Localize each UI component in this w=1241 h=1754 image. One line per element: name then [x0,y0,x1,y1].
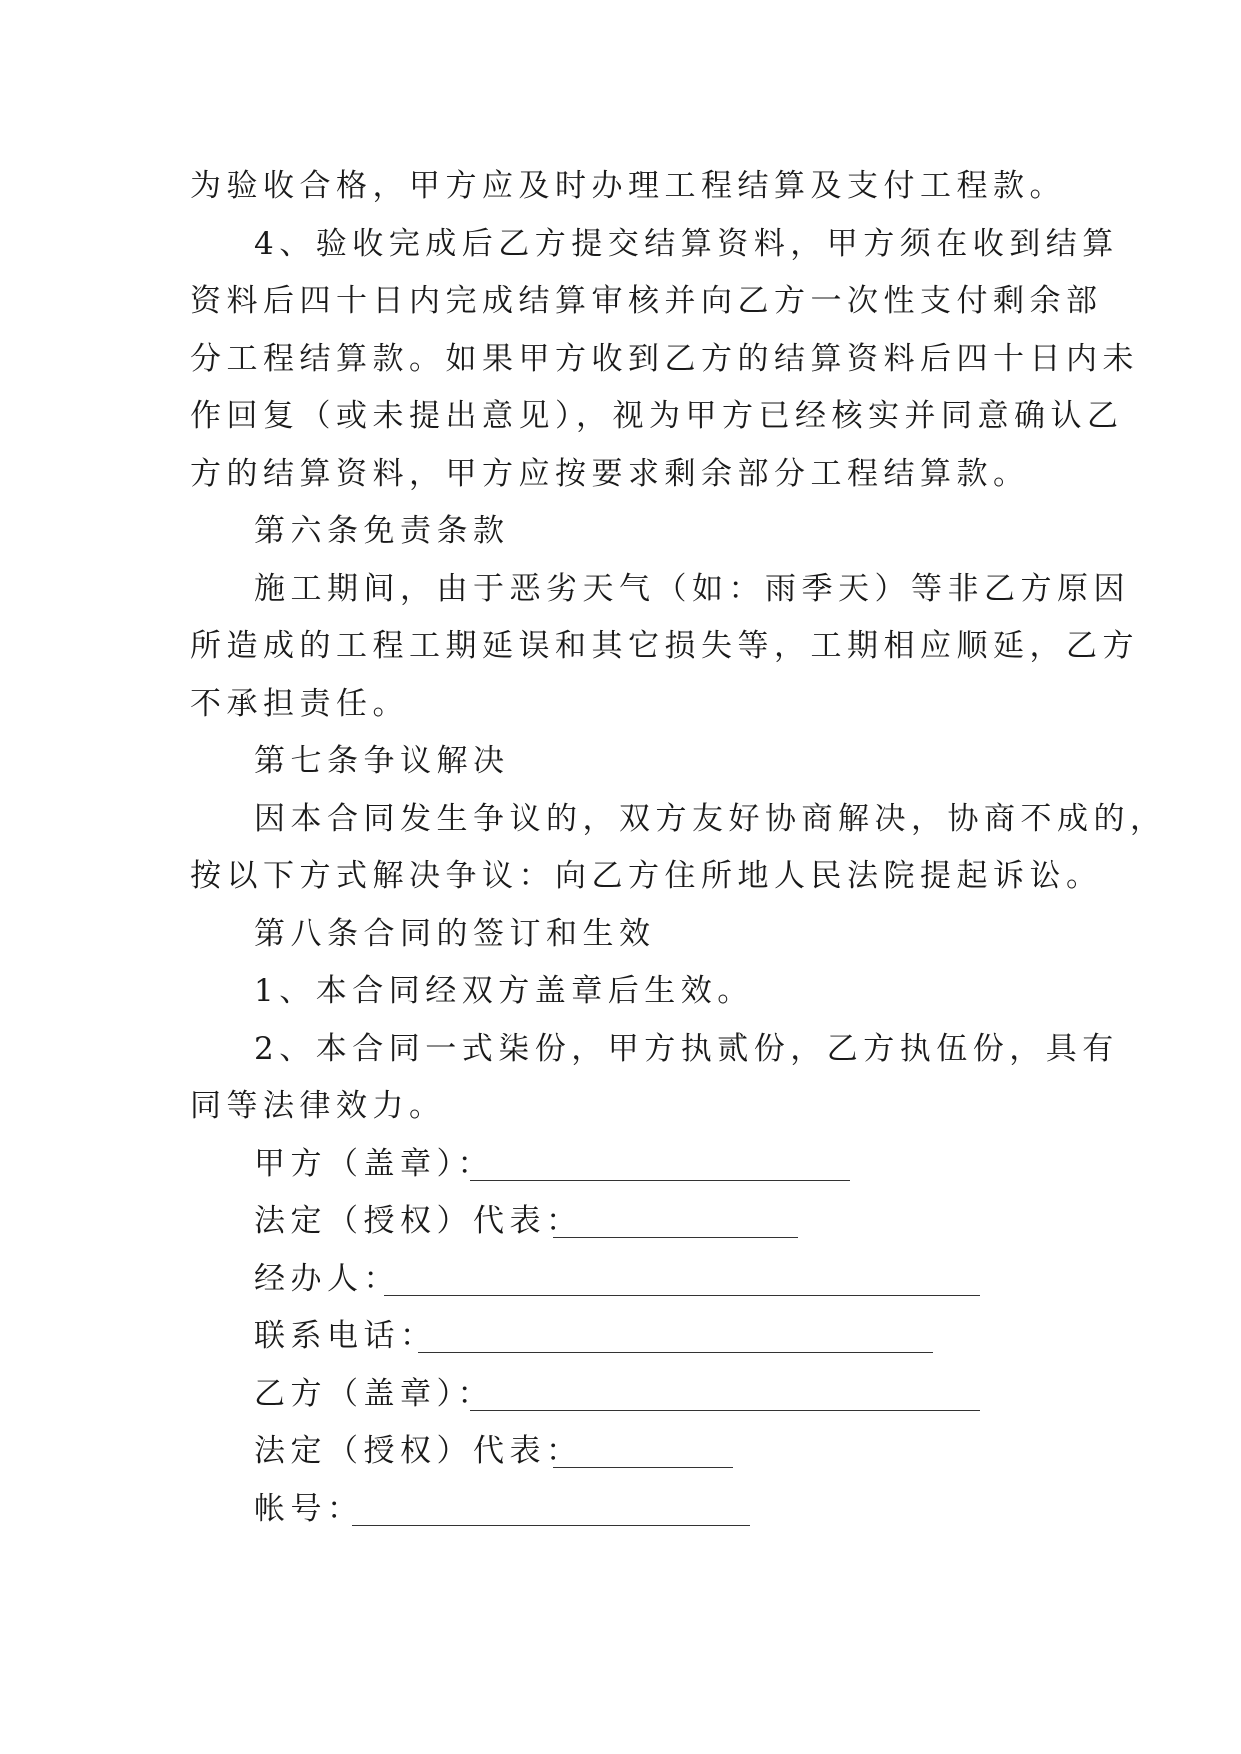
account-blank [352,1525,750,1526]
paragraph-line: 1、本合同经双方盖章后生效。 [254,973,754,1009]
paragraph-line: 资料后四十日内完成结算审核并向乙方一次性支付剩余部 [190,283,1103,319]
legal-representative-a-blank [553,1237,798,1238]
paragraph-line: 方的结算资料，甲方应按要求剩余部分工程结算款。 [190,456,1030,492]
section-heading: 第六条免责条款 [254,513,510,549]
field-label-party-b-seal: 乙方（盖章）： [254,1376,494,1412]
paragraph-line: 按以下方式解决争议：向乙方住所地人民法院提起诉讼。 [190,858,1103,894]
paragraph-line: 施工期间，由于恶劣天气（如：雨季天）等非乙方原因 [254,571,1130,607]
field-label-party-a-seal: 甲方（盖章）： [254,1146,494,1182]
phone-blank [418,1352,933,1353]
handler-blank [384,1295,980,1296]
paragraph-line: 同等法律效力。 [190,1088,446,1124]
field-label-legal-representative-b: 法定（授权）代表： [254,1433,583,1469]
field-label-account: 帐号： [254,1491,364,1527]
party-b-seal-blank [470,1410,980,1411]
paragraph-line: 为验收合格，甲方应及时办理工程结算及支付工程款。 [190,168,1066,204]
paragraph-line: 作回复（或未提出意见），视为甲方已经核实并同意确认乙 [190,398,1124,434]
paragraph-line: 所造成的工程工期延误和其它损失等，工期相应顺延，乙方 [190,628,1139,664]
paragraph-line: 分工程结算款。如果甲方收到乙方的结算资料后四十日内未 [190,341,1139,377]
paragraph-line: 2、本合同一式柒份，甲方执贰份，乙方执伍份，具有 [254,1031,1119,1067]
field-label-handler: 经办人： [254,1261,400,1297]
section-heading: 第八条合同的签订和生效 [254,916,656,952]
paragraph-line: 不承担责任。 [190,686,409,722]
legal-representative-b-blank [553,1467,733,1468]
field-label-phone: 联系电话： [254,1318,437,1354]
field-label-legal-representative-a: 法定（授权）代表： [254,1203,583,1239]
paragraph-line: 4、验收完成后乙方提交结算资料，甲方须在收到结算 [254,226,1119,262]
section-heading: 第七条争议解决 [254,743,510,779]
paragraph-line: 因本合同发生争议的，双方友好协商解决，协商不成的， [254,801,1167,837]
party-a-seal-blank [470,1180,850,1181]
